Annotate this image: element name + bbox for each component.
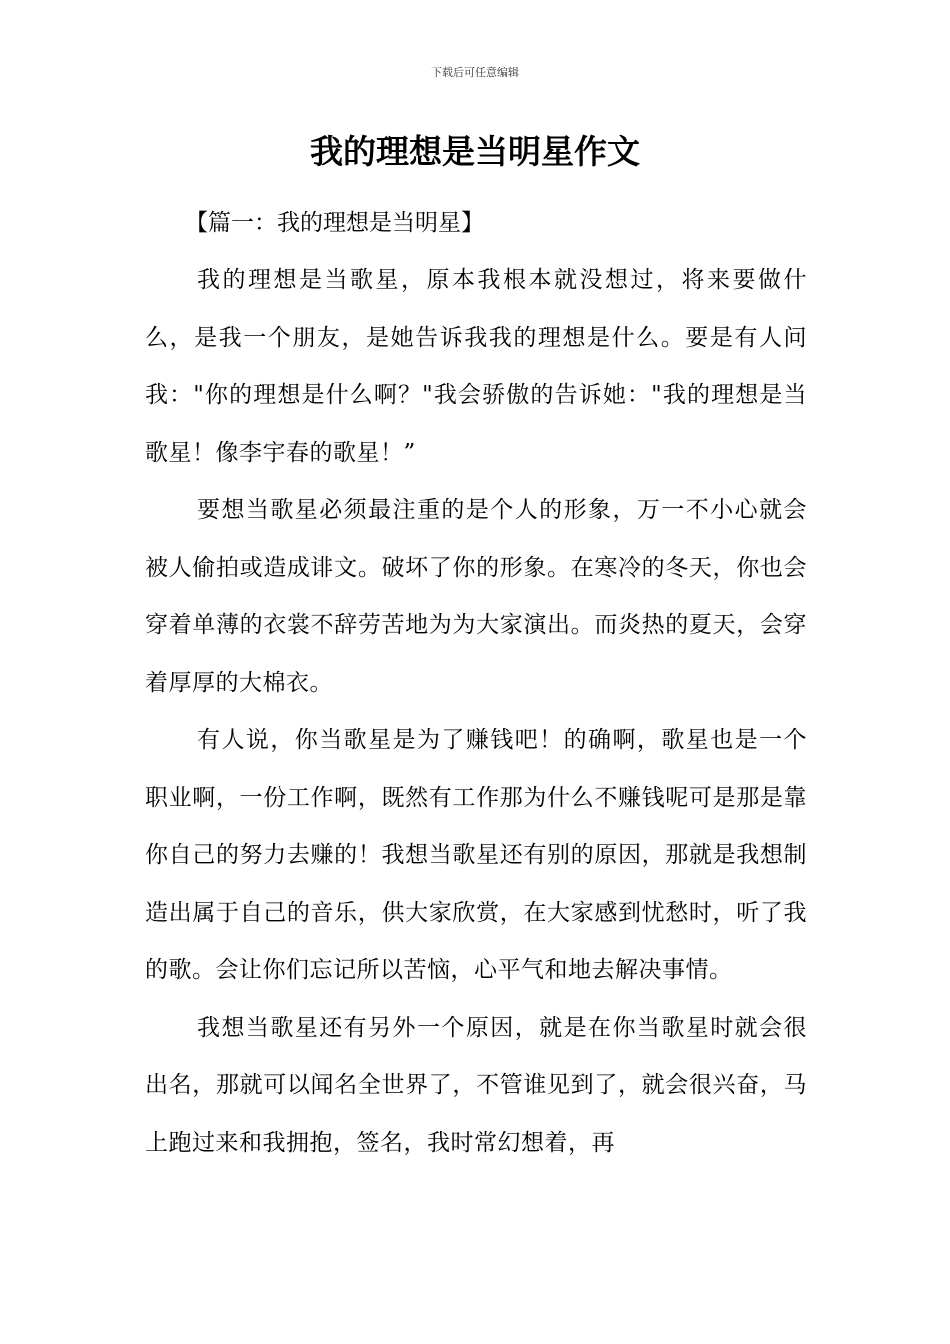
paragraph-4: 我想当歌星还有另外一个原因，就是在你当歌星时就会很出名，那就可以闻名全世界了，不管谁见到了，就会很兴奋，马上跑过来和我拥抱，签名，我时常幻想着，再 [145, 1014, 807, 1156]
document-title: 我的理想是当明星作文 [310, 132, 640, 171]
header-note: 下载后可任意编辑 [431, 66, 519, 79]
document-body [145, 195, 807, 1172]
paragraph-1: 我的理想是当歌星，原本我根本就没想过，将来要做什么，是我一个朋友，是她告诉我我的理想是什么。要是有人问我："你的理想是什么啊？"我会骄傲的告诉她："我的理想是当歌星！像李宇春的歌星！” [145, 267, 807, 466]
section-heading: 【篇一：我的理想是当明星】 [185, 210, 484, 236]
paragraph-3: 有人说，你当歌星是为了赚钱吧！的确啊，歌星也是一个职业啊，一份工作啊，既然有工作那为什么不赚钱呢可是那是靠你自己的努力去赚的！我想当歌星还有别的原因，那就是我想制造出属于自己的音乐，供大家欣赏，在大家感到忧愁时，听了我的歌。会让你们忘记所以苦恼，心平气和地去解决事情。 [145, 727, 807, 983]
paragraph-2: 要想当歌星必须最注重的是个人的形象，万一不小心就会被人偷拍或造成诽文。破坏了你的形象。在寒冷的冬天，你也会穿着单薄的衣裳不辞劳苦地为为大家演出。而炎热的夏天，会穿着厚厚的大棉衣。 [145, 497, 807, 696]
